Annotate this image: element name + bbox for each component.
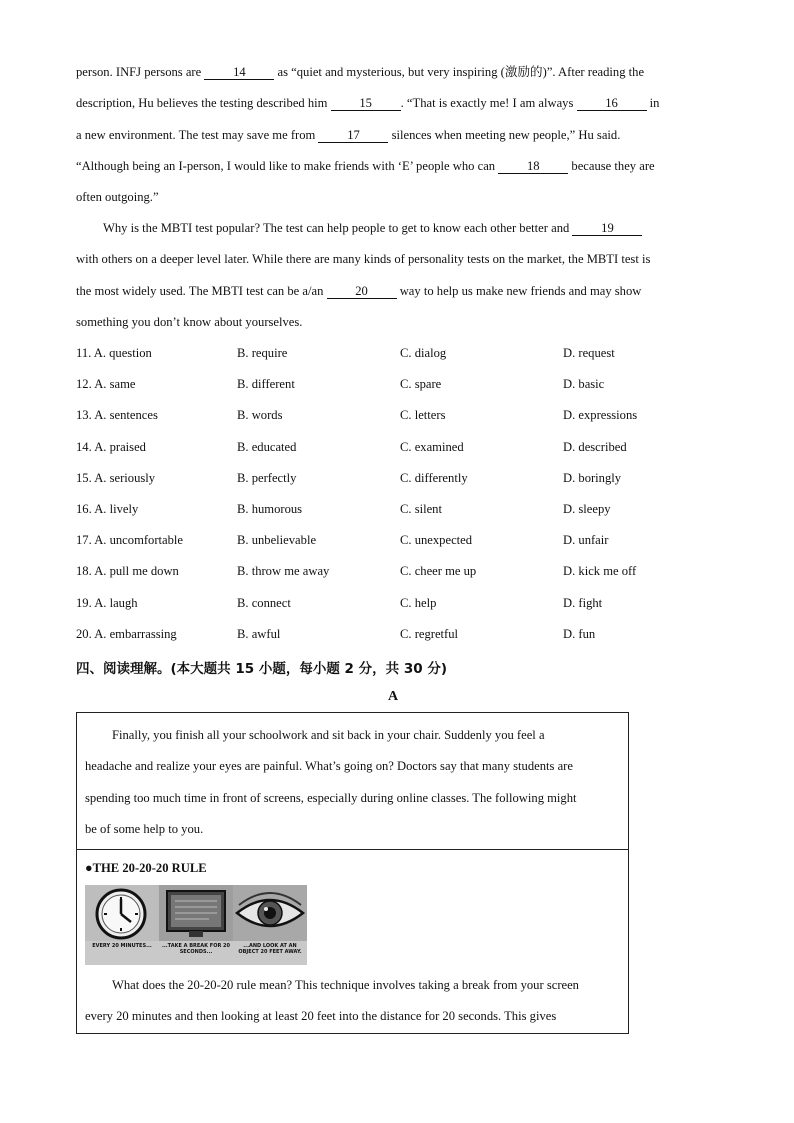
option-b: B. throw me away — [237, 564, 330, 578]
option-a: 18. A. pull me down — [76, 564, 179, 578]
blank-16: 16 — [577, 96, 647, 111]
option-a: 19. A. laugh — [76, 596, 138, 610]
passage-box — [76, 712, 629, 1034]
option-a: 13. A. sentences — [76, 408, 158, 422]
option-a: 14. A. praised — [76, 440, 146, 454]
option-c: C. unexpected — [400, 533, 473, 547]
cloze-line-5: often outgoing.” — [76, 190, 159, 204]
option-c: C. examined — [400, 440, 464, 454]
blank-14: 14 — [204, 65, 274, 80]
cloze-line-7: with others on a deeper level later. While there are many kinds of personality tests on the market, the MBTI test is — [76, 252, 651, 266]
option-b: B. connect — [237, 596, 291, 610]
cloze-line-3: a new environment. The test may save me from 17 silences when meeting new people,” Hu said. — [76, 128, 621, 142]
passage-letter: A — [388, 689, 399, 704]
option-b: B. different — [237, 377, 295, 391]
option-b: B. awful — [237, 627, 281, 641]
cloze-line-1: person. INFJ persons are 14 as “quiet and mysterious, but very inspiring (激励的)”. After reading the — [76, 65, 645, 79]
option-d: D. expressions — [563, 408, 638, 422]
blank-17: 17 — [318, 128, 388, 143]
option-c: C. differently — [400, 471, 468, 485]
screen-icon — [159, 885, 233, 941]
option-d: D. described — [563, 440, 627, 454]
intro-line: headache and realize your eyes are painful. What’s going on? Doctors say that many students are — [85, 759, 573, 773]
option-d: D. fight — [563, 596, 603, 610]
option-d: D. fun — [563, 627, 596, 641]
option-b: B. require — [237, 346, 288, 360]
cloze-line-4: “Although being an I-person, I would like to make friends with ‘E’ people who can 18 because they are — [76, 159, 655, 173]
option-d: D. kick me off — [563, 564, 637, 578]
option-d: D. basic — [563, 377, 605, 391]
rule-illustration — [85, 885, 307, 965]
option-a: 12. A. same — [76, 377, 136, 391]
section-title: 四、阅读理解。(本大题共 15 小题，每小题 2 分，共 30 分) — [76, 661, 448, 677]
blank-20: 20 — [327, 284, 397, 299]
option-b: B. words — [237, 408, 283, 422]
rule-text-line: every 20 minutes and then looking at least 20 feet into the distance for 20 seconds. This gives — [85, 1009, 557, 1023]
option-d: D. unfair — [563, 533, 609, 547]
option-b: B. perfectly — [237, 471, 297, 485]
option-a: 20. A. embarrassing — [76, 627, 177, 641]
option-d: D. boringly — [563, 471, 622, 485]
option-c: C. silent — [400, 502, 442, 516]
rule-text-line: What does the 20-20-20 rule mean? This technique involves taking a break from your screen — [112, 978, 579, 992]
option-c: C. spare — [400, 377, 442, 391]
option-c: C. cheer me up — [400, 564, 477, 578]
intro-line: spending too much time in front of screens, especially during online classes. The following might — [85, 791, 577, 805]
intro-line: Finally, you finish all your schoolwork and sit back in your chair. Suddenly you feel a — [112, 728, 545, 742]
blank-19: 19 — [572, 221, 642, 236]
cloze-line-2: description, Hu believes the testing described him 15 . “That is exactly me! I am always 16 in — [76, 96, 660, 110]
eye-icon — [233, 885, 307, 941]
option-d: D. sleepy — [563, 502, 611, 516]
option-c: C. help — [400, 596, 437, 610]
option-a: 11. A. question — [76, 346, 152, 360]
option-d: D. request — [563, 346, 615, 360]
box-divider — [77, 849, 628, 850]
blank-15: 15 — [331, 96, 401, 111]
option-a: 16. A. lively — [76, 502, 139, 516]
cloze-line-8: the most widely used. The MBTI test can be a/an 20 way to help us make new friends and may show — [76, 284, 642, 298]
caption-look-away: ...AND LOOK AT AN OBJECT 20 FEET AWAY. — [238, 943, 302, 955]
cloze-line-6: Why is the MBTI test popular? The test can help people to get to know each other better and 19 — [103, 220, 642, 236]
intro-line: be of some help to you. — [85, 822, 204, 836]
option-b: B. humorous — [237, 502, 303, 516]
cloze-line-9: something you don’t know about yourselves. — [76, 315, 303, 329]
blank-18: 18 — [498, 159, 568, 174]
option-b: B. unbelievable — [237, 533, 317, 547]
rule-title: ●THE 20-20-20 RULE — [85, 861, 207, 875]
clock-icon — [85, 885, 159, 941]
option-c: C. letters — [400, 408, 446, 422]
option-a: 17. A. uncomfortable — [76, 533, 184, 547]
caption-every-20-minutes: EVERY 20 MINUTES... — [92, 943, 152, 949]
caption-take-a-break: ...TAKE A BREAK FOR 20 SECONDS... — [161, 943, 230, 955]
option-b: B. educated — [237, 440, 297, 454]
option-c: C. regretful — [400, 627, 459, 641]
option-c: C. dialog — [400, 346, 447, 360]
option-a: 15. A. seriously — [76, 471, 156, 485]
